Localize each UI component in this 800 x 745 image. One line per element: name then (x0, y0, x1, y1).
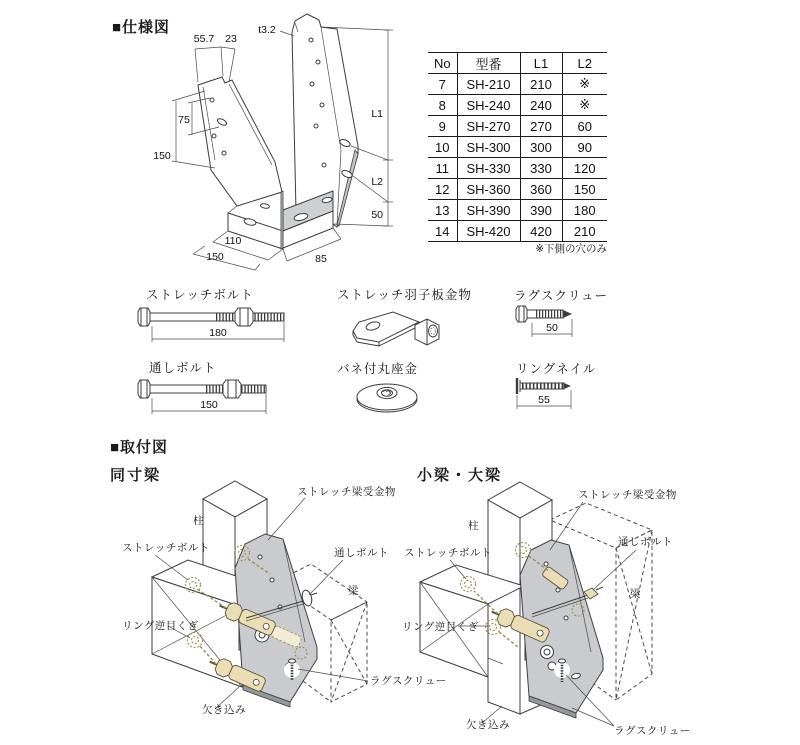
cell: 300 (520, 137, 562, 158)
through-bolt-label: 通しボルト (149, 361, 217, 375)
stretch-bolt-drawing (136, 300, 298, 350)
label-post: 柱 (193, 515, 204, 527)
install-section-title: ■取付図 (110, 439, 169, 456)
dim-L1: L1 (371, 108, 383, 120)
cell: 420 (520, 221, 562, 242)
lag-screw-label: ラグスクリュー (514, 289, 609, 303)
cell: 240 (520, 95, 562, 116)
cell: 8 (428, 95, 457, 116)
lag-screw-drawing (510, 300, 592, 345)
label-notch: 欠き込み (466, 719, 510, 731)
stretch-bolt-dim: 180 (209, 327, 227, 339)
table-row (428, 200, 607, 221)
spec-section-title: ■仕様図 (112, 19, 171, 36)
through-bolt-drawing (136, 372, 298, 422)
label-notch: 欠き込み (202, 704, 246, 716)
table-row (428, 158, 607, 179)
table-row (428, 179, 607, 200)
dim-L2: L2 (371, 176, 383, 188)
cell: 12 (428, 179, 457, 200)
cell: 90 (562, 137, 607, 158)
dim-110: 110 (224, 235, 242, 247)
cell: 270 (520, 116, 562, 137)
spring-washer-label: バネ付丸座金 (337, 362, 419, 376)
cell: SH-270 (457, 116, 520, 137)
spring-washer-drawing (348, 373, 430, 421)
table-row (428, 116, 607, 137)
col-l1: L1 (520, 53, 562, 74)
lag-screw-dim: 50 (546, 322, 558, 334)
cell: 11 (428, 158, 457, 179)
hagoita-drawing (345, 300, 465, 358)
cell: 9 (428, 116, 457, 137)
cell: 7 (428, 74, 457, 95)
cell: 120 (562, 158, 607, 179)
cell: SH-330 (457, 158, 520, 179)
label-hanger: ストレッチ梁受金物 (578, 489, 677, 501)
label-through-bolt: 通しボルト (618, 536, 673, 548)
install-diagram-same-size-beam (100, 462, 447, 745)
label-post: 柱 (468, 520, 479, 532)
cell: 10 (428, 137, 457, 158)
stretch-bolt-label: ストレッチボルト (146, 288, 254, 302)
hagoita-label: ストレッチ羽子板金物 (337, 288, 472, 302)
cell: SH-390 (457, 200, 520, 221)
ring-nail-dim: 55 (538, 394, 550, 406)
cell: 210 (562, 221, 607, 242)
dim-50: 50 (371, 209, 383, 221)
label-stretch-bolt: ストレッチボルト (122, 542, 210, 554)
cell: SH-300 (457, 137, 520, 158)
label-ring-nail: リング逆目くぎ (402, 621, 479, 633)
cell: 13 (428, 200, 457, 221)
spec-drawing (115, 10, 425, 272)
spec-left-plate (198, 77, 282, 206)
cell: SH-240 (457, 95, 520, 116)
label-beam: 梁 (630, 588, 641, 600)
cell: SH-360 (457, 179, 520, 200)
dim-75: 75 (178, 114, 190, 126)
dim-150-side: 150 (153, 150, 171, 162)
cell: 360 (520, 179, 562, 200)
label-lag-screw: ラグスクリュー (370, 675, 447, 687)
table-footnote: ※下側の穴のみ (535, 243, 607, 255)
cell: 14 (428, 221, 457, 242)
label-beam: 梁 (348, 585, 359, 597)
table-row (428, 137, 607, 158)
cell: 210 (520, 74, 562, 95)
dim-150-bottom: 150 (206, 251, 224, 263)
through-bolt-dim: 150 (200, 399, 218, 411)
ring-nail-drawing (510, 372, 592, 417)
label-hanger: ストレッチ梁受金物 (297, 486, 396, 498)
dim-55-7: 55.7 (193, 33, 215, 45)
dim-23: 23 (225, 33, 237, 45)
cell: 390 (520, 200, 562, 221)
cell: ※ (562, 74, 607, 95)
cell: 330 (520, 158, 562, 179)
cell: 150 (562, 179, 607, 200)
label-ring-nail: リング逆目くぎ (122, 620, 199, 632)
col-no: No (428, 53, 457, 74)
cell: SH-420 (457, 221, 520, 242)
right-diagram-title: 小梁・大梁 (417, 467, 503, 484)
label-through-bolt: 通しボルト (334, 547, 389, 559)
install-diagram-small-large-beam (400, 462, 798, 745)
col-l2: L2 (562, 53, 607, 74)
ring-nail-label: リングネイル (516, 362, 597, 376)
table-header-row (428, 53, 607, 74)
label-lag-screw: ラグスクリュー (614, 725, 691, 737)
dim-t32: t3.2 (258, 24, 276, 36)
cell: ※ (562, 95, 607, 116)
cell: 180 (562, 200, 607, 221)
spec-table (428, 52, 607, 242)
cell: 60 (562, 116, 607, 137)
cell: SH-210 (457, 74, 520, 95)
table-row (428, 95, 607, 116)
table-row (428, 74, 607, 95)
col-model: 型番 (457, 53, 520, 74)
table-row (428, 221, 607, 242)
label-stretch-bolt: ストレッチボルト (404, 547, 492, 559)
left-diagram-title: 同寸梁 (110, 467, 162, 484)
dim-85: 85 (315, 253, 327, 265)
